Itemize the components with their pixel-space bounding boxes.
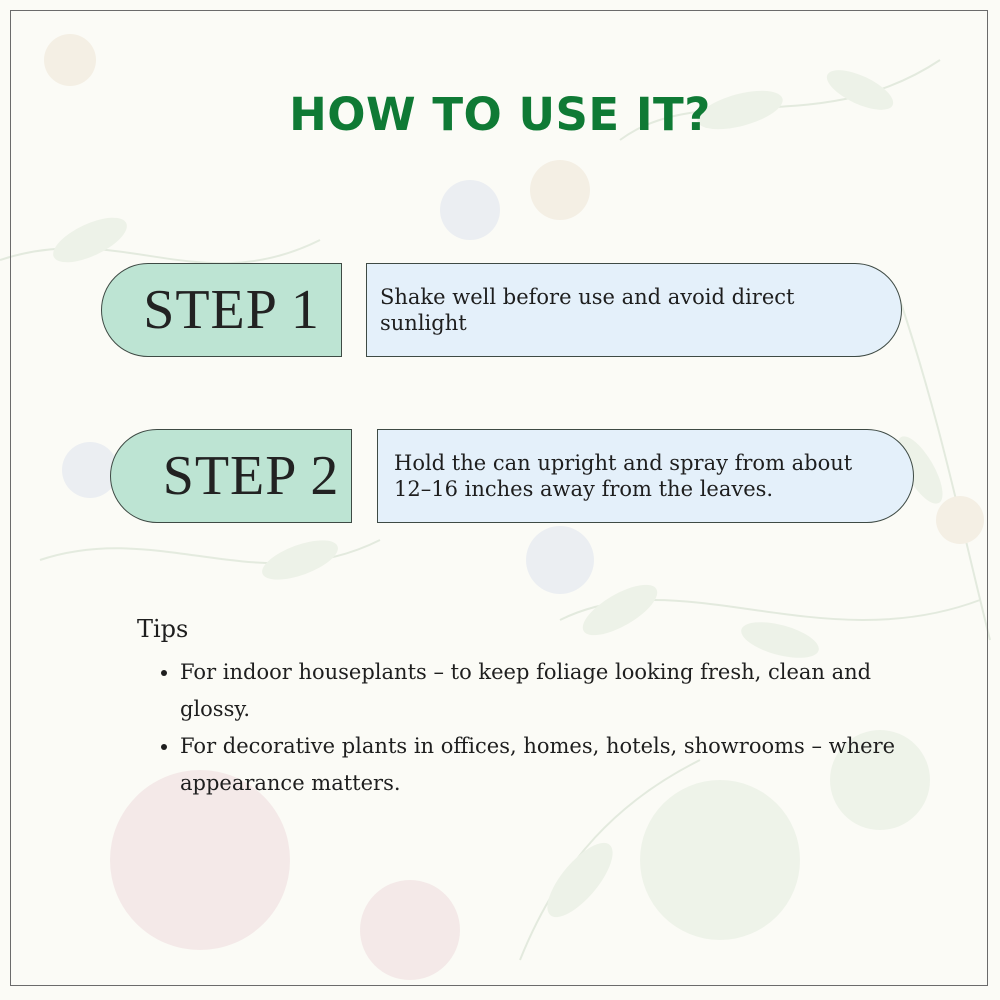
tips-list [150, 654, 940, 802]
step-2-description [377, 429, 914, 523]
step-1-text: Shake well before use and avoid direct sunlight [380, 285, 795, 335]
step-2-text: Hold the can upright and spray from about 12–16 inches away from the leaves. [394, 451, 853, 501]
step-2-label: STEP 2 [110, 429, 352, 523]
step-1-label: STEP 1 [101, 263, 342, 357]
page-title: HOW TO USE IT? [289, 88, 711, 141]
tip-item-2: • For decorative plants in offices, homes, hotels, showrooms – where appearance matters. [180, 728, 940, 802]
step-1-description [366, 263, 902, 357]
tip-item-1: • For indoor houseplants – to keep foliage looking fresh, clean and glossy. [180, 654, 940, 728]
tips-heading: Tips [137, 615, 189, 643]
